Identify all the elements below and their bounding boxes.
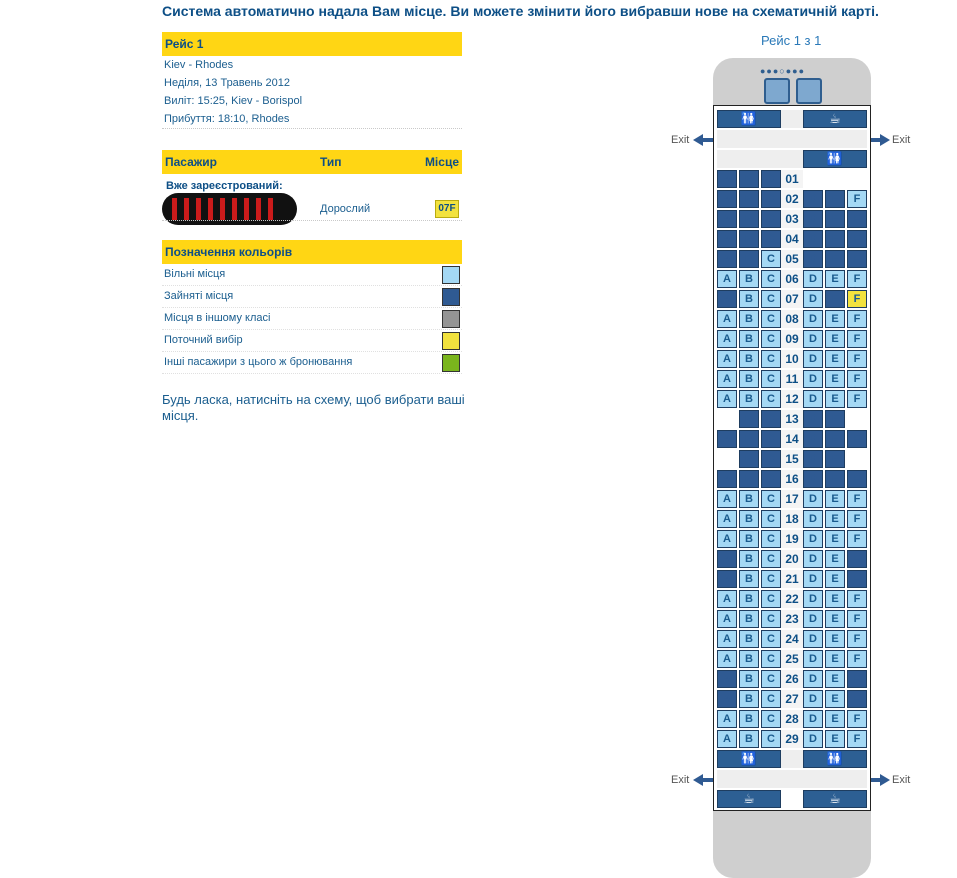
seat[interactable]: D [803, 650, 823, 668]
legend-swatch [442, 354, 460, 372]
seat: D [803, 230, 823, 248]
seat: C [761, 210, 781, 228]
flight-arrival: Прибуття: 18:10, Rhodes [162, 110, 462, 129]
seat[interactable]: C [761, 650, 781, 668]
aisle-space [781, 770, 803, 788]
seat[interactable]: B [739, 490, 759, 508]
row-number: 01 [781, 170, 803, 188]
seat[interactable]: C [761, 690, 781, 708]
row-number: 13 [781, 410, 803, 428]
seat[interactable]: B [739, 610, 759, 628]
seat[interactable]: A [717, 590, 737, 608]
passenger-type: Дорослий [320, 203, 371, 215]
seat[interactable]: E [825, 270, 845, 288]
seat: D [803, 250, 823, 268]
legend-item [162, 286, 462, 308]
seat[interactable]: E [825, 590, 845, 608]
seat[interactable]: A [717, 610, 737, 628]
galley-icon: ☕ [803, 790, 867, 808]
flight-info-panel [162, 32, 462, 129]
seat: C [761, 430, 781, 448]
legend-swatch [442, 266, 460, 284]
seat[interactable]: E [825, 530, 845, 548]
row-number: 08 [781, 310, 803, 328]
seat: C [761, 190, 781, 208]
row-number: 29 [781, 730, 803, 748]
seat[interactable]: D [803, 670, 823, 688]
seat[interactable]: B [739, 710, 759, 728]
seat[interactable]: D [803, 710, 823, 728]
seat[interactable]: F [847, 730, 867, 748]
seat[interactable]: C [761, 610, 781, 628]
galley-icon: ☕ [717, 790, 781, 808]
row-number: 12 [781, 390, 803, 408]
legend-label: Поточний вибір [164, 334, 243, 346]
seat: D [803, 190, 823, 208]
seat[interactable]: C [761, 290, 781, 308]
seat[interactable]: D [803, 610, 823, 628]
seat[interactable]: C [761, 630, 781, 648]
seat[interactable]: B [739, 570, 759, 588]
seat: E [825, 290, 845, 308]
seat[interactable]: F [847, 630, 867, 648]
col-type: Тип [320, 155, 342, 169]
seat[interactable]: F [847, 590, 867, 608]
seat: A [717, 470, 737, 488]
seat: F [847, 690, 867, 708]
legend-swatch [442, 332, 460, 350]
seat[interactable]: E [825, 570, 845, 588]
lavatory-icon: 🚻 [717, 110, 781, 128]
lavatory-icon: 🚻 [717, 750, 781, 768]
flight-date: Неділя, 13 Травень 2012 [164, 77, 290, 89]
row-number: 14 [781, 430, 803, 448]
row-number: 25 [781, 650, 803, 668]
seat[interactable]: A [717, 730, 737, 748]
flight-title: Рейс 1 [162, 32, 462, 56]
row-number: 27 [781, 690, 803, 708]
legend-item [162, 264, 462, 286]
seat[interactable]: E [825, 550, 845, 568]
seat: A [717, 570, 737, 588]
seat: F [847, 430, 867, 448]
seat[interactable]: F [847, 650, 867, 668]
nose-lights-icon: ●●●○●●● [760, 66, 806, 76]
seat[interactable]: A [717, 390, 737, 408]
seat[interactable]: F [847, 490, 867, 508]
seat: B [739, 450, 759, 468]
seat[interactable]: B [739, 370, 759, 388]
passenger-seat-badge[interactable]: 07F [435, 200, 459, 218]
seat[interactable]: B [739, 290, 759, 308]
page-headline: Система автоматично надала Вам місце. Ви можете змінити його вибравши нове на схематичній карті. [162, 3, 879, 19]
seat[interactable]: D [803, 330, 823, 348]
aisle-space [781, 750, 803, 768]
seat[interactable]: B [739, 510, 759, 528]
row-number: 06 [781, 270, 803, 288]
seat[interactable]: A [717, 510, 737, 528]
aisle-space [717, 150, 781, 168]
seat[interactable]: C [761, 730, 781, 748]
seat[interactable]: D [803, 390, 823, 408]
galley-icon: ☕ [803, 110, 867, 128]
seat[interactable]: E [825, 730, 845, 748]
seat[interactable]: B [739, 390, 759, 408]
exit-arrow-icon [880, 134, 890, 146]
seat: A [717, 430, 737, 448]
seat: A [717, 670, 737, 688]
seat: B [739, 250, 759, 268]
seat: B [739, 190, 759, 208]
seat[interactable]: B [739, 550, 759, 568]
seat[interactable]: F [847, 530, 867, 548]
seat[interactable]: C [761, 350, 781, 368]
row-number: 23 [781, 610, 803, 628]
seat: F [847, 250, 867, 268]
seat[interactable]: C [761, 390, 781, 408]
seat[interactable]: E [825, 510, 845, 528]
row-number: 18 [781, 510, 803, 528]
row-number: 22 [781, 590, 803, 608]
seat: F [847, 230, 867, 248]
seat[interactable]: C [761, 250, 781, 268]
seat[interactable]: F [847, 510, 867, 528]
seat: F [847, 570, 867, 588]
seat[interactable]: D [803, 290, 823, 308]
legend-item [162, 352, 462, 374]
cockpit-seat-icon [796, 78, 822, 104]
seat[interactable]: F [847, 710, 867, 728]
row-number: 24 [781, 630, 803, 648]
seat[interactable]: B [739, 670, 759, 688]
seat: C [761, 410, 781, 428]
exit-label: Exit [892, 134, 911, 146]
seat[interactable]: A [717, 310, 737, 328]
seat[interactable]: B [739, 530, 759, 548]
seat[interactable]: C [761, 510, 781, 528]
seat: B [739, 170, 759, 188]
registered-label: Вже зареєстрований: [166, 180, 283, 192]
seat[interactable]: C [761, 490, 781, 508]
row-number: 21 [781, 570, 803, 588]
seat[interactable]: D [803, 370, 823, 388]
seat[interactable]: F [847, 270, 867, 288]
seat[interactable]: C [761, 270, 781, 288]
exit-label: Exit [892, 774, 911, 786]
divider [162, 220, 462, 221]
seat[interactable]: B [739, 650, 759, 668]
seat: C [761, 470, 781, 488]
row-number: 16 [781, 470, 803, 488]
seatmap-page-label: Рейс 1 з 1 [761, 33, 822, 48]
seat: E [825, 230, 845, 248]
seat[interactable]: A [717, 650, 737, 668]
seat-map [713, 105, 871, 811]
seat[interactable]: E [825, 650, 845, 668]
seat[interactable]: E [825, 490, 845, 508]
seat[interactable]: F [847, 390, 867, 408]
seat[interactable]: D [803, 270, 823, 288]
seat[interactable]: B [739, 350, 759, 368]
seat: B [739, 230, 759, 248]
legend-item [162, 330, 462, 352]
cockpit-seat-icon [764, 78, 790, 104]
row-number: 03 [781, 210, 803, 228]
seat[interactable]: B [739, 270, 759, 288]
seat: D [803, 450, 823, 468]
seat[interactable]: C [761, 570, 781, 588]
seat: A [717, 290, 737, 308]
seat: C [761, 170, 781, 188]
seat[interactable]: F [847, 190, 867, 208]
seat: E [825, 470, 845, 488]
seat[interactable]: C [761, 530, 781, 548]
seat[interactable]: D [803, 310, 823, 328]
passenger-header [162, 150, 462, 174]
seat: E [825, 450, 845, 468]
row-number: 11 [781, 370, 803, 388]
seat: D [803, 410, 823, 428]
seat[interactable]: E [825, 330, 845, 348]
seat[interactable]: A [717, 710, 737, 728]
row-number: 26 [781, 670, 803, 688]
legend-title: Позначення кольорів [162, 240, 462, 264]
seat[interactable]: E [825, 710, 845, 728]
seat[interactable]: A [717, 270, 737, 288]
legend-label: Вільні місця [164, 268, 226, 280]
seat[interactable]: D [803, 630, 823, 648]
seat[interactable]: B [739, 630, 759, 648]
seat[interactable]: D [803, 510, 823, 528]
seat[interactable]: D [803, 690, 823, 708]
seat: A [717, 190, 737, 208]
row-number: 10 [781, 350, 803, 368]
seat: A [717, 690, 737, 708]
row-number: 17 [781, 490, 803, 508]
seat[interactable]: D [803, 730, 823, 748]
lavatory-icon: 🚻 [803, 150, 867, 168]
seat[interactable]: B [739, 330, 759, 348]
seat[interactable]: E [825, 350, 845, 368]
row-number: 02 [781, 190, 803, 208]
flight-departure: Виліт: 15:25, Kiev - Borispol [164, 95, 303, 107]
color-legend [162, 240, 462, 374]
seat: B [739, 430, 759, 448]
seat: C [761, 450, 781, 468]
seat[interactable]: E [825, 310, 845, 328]
seat[interactable]: E [825, 390, 845, 408]
aisle-space [803, 770, 867, 788]
seat[interactable]: E [825, 630, 845, 648]
row-number: 04 [781, 230, 803, 248]
seat[interactable]: D [803, 570, 823, 588]
seat[interactable]: B [739, 590, 759, 608]
seat: A [717, 170, 737, 188]
seat[interactable]: E [825, 670, 845, 688]
seat: E [825, 210, 845, 228]
seatmap-hint: Будь ласка, натисніть на схему, щоб вибрати ваші місця. [162, 392, 465, 423]
seat: D [803, 430, 823, 448]
seat: B [739, 410, 759, 428]
legend-item [162, 308, 462, 330]
seat[interactable]: B [739, 690, 759, 708]
legend-label: Інші пасажири з цього ж бронювання [164, 356, 353, 368]
flight-route: Kiev - Rhodes [164, 59, 234, 71]
seat[interactable]: D [803, 550, 823, 568]
seat[interactable]: F [847, 350, 867, 368]
seat[interactable]: C [761, 310, 781, 328]
row-number: 07 [781, 290, 803, 308]
seat[interactable]: A [717, 350, 737, 368]
seat: E [825, 430, 845, 448]
col-passenger: Пасажир [165, 155, 218, 169]
seat: A [717, 230, 737, 248]
seat[interactable]: C [761, 670, 781, 688]
aisle-space [717, 770, 781, 788]
seat[interactable]: C [761, 710, 781, 728]
aisle-space [781, 150, 803, 168]
seat: D [803, 470, 823, 488]
seat: E [825, 250, 845, 268]
seat[interactable]: F [847, 370, 867, 388]
seat[interactable]: A [717, 330, 737, 348]
seat[interactable]: A [717, 370, 737, 388]
seat: B [739, 470, 759, 488]
seat: A [717, 210, 737, 228]
seat[interactable]: E [825, 610, 845, 628]
aisle-space [717, 130, 867, 148]
seat[interactable]: A [717, 530, 737, 548]
seat[interactable]: C [761, 370, 781, 388]
seat[interactable]: D [803, 530, 823, 548]
seat[interactable]: E [825, 690, 845, 708]
row-number: 28 [781, 710, 803, 728]
exit-arrow-icon [702, 778, 713, 782]
legend-label: Місця в іншому класі [164, 312, 271, 324]
exit-arrow-icon [880, 774, 890, 786]
seat: D [803, 210, 823, 228]
passenger-panel [162, 150, 462, 225]
seat: F [847, 670, 867, 688]
exit-label: Exit [671, 134, 690, 146]
seat: A [717, 550, 737, 568]
seat[interactable]: F [847, 310, 867, 328]
aisle-space [781, 110, 803, 128]
seat[interactable]: A [717, 630, 737, 648]
seat[interactable]: F [847, 610, 867, 628]
legend-label: Зайняті місця [164, 290, 234, 302]
seat[interactable]: B [739, 310, 759, 328]
seat: F [847, 550, 867, 568]
seat[interactable]: C [761, 330, 781, 348]
seat: E [825, 410, 845, 428]
exit-label: Exit [671, 774, 690, 786]
seat: F [847, 470, 867, 488]
exit-arrow-icon [702, 138, 713, 142]
seat[interactable]: C [761, 550, 781, 568]
legend-swatch [442, 288, 460, 306]
seat[interactable]: D [803, 350, 823, 368]
seat[interactable]: F [847, 330, 867, 348]
seat[interactable]: D [803, 590, 823, 608]
row-number: 20 [781, 550, 803, 568]
row-number: 19 [781, 530, 803, 548]
seat: F [847, 210, 867, 228]
row-number: 09 [781, 330, 803, 348]
lavatory-icon: 🚻 [803, 750, 867, 768]
seat: B [739, 210, 759, 228]
seat[interactable]: A [717, 490, 737, 508]
seat[interactable]: F [847, 290, 867, 308]
seat: E [825, 190, 845, 208]
seat[interactable]: C [761, 590, 781, 608]
seat[interactable]: E [825, 370, 845, 388]
row-number: 15 [781, 450, 803, 468]
seat: C [761, 230, 781, 248]
seat: A [717, 250, 737, 268]
legend-swatch [442, 310, 460, 328]
seat[interactable]: D [803, 490, 823, 508]
seat[interactable]: B [739, 730, 759, 748]
col-seat: Місце [424, 155, 459, 169]
row-number: 05 [781, 250, 803, 268]
